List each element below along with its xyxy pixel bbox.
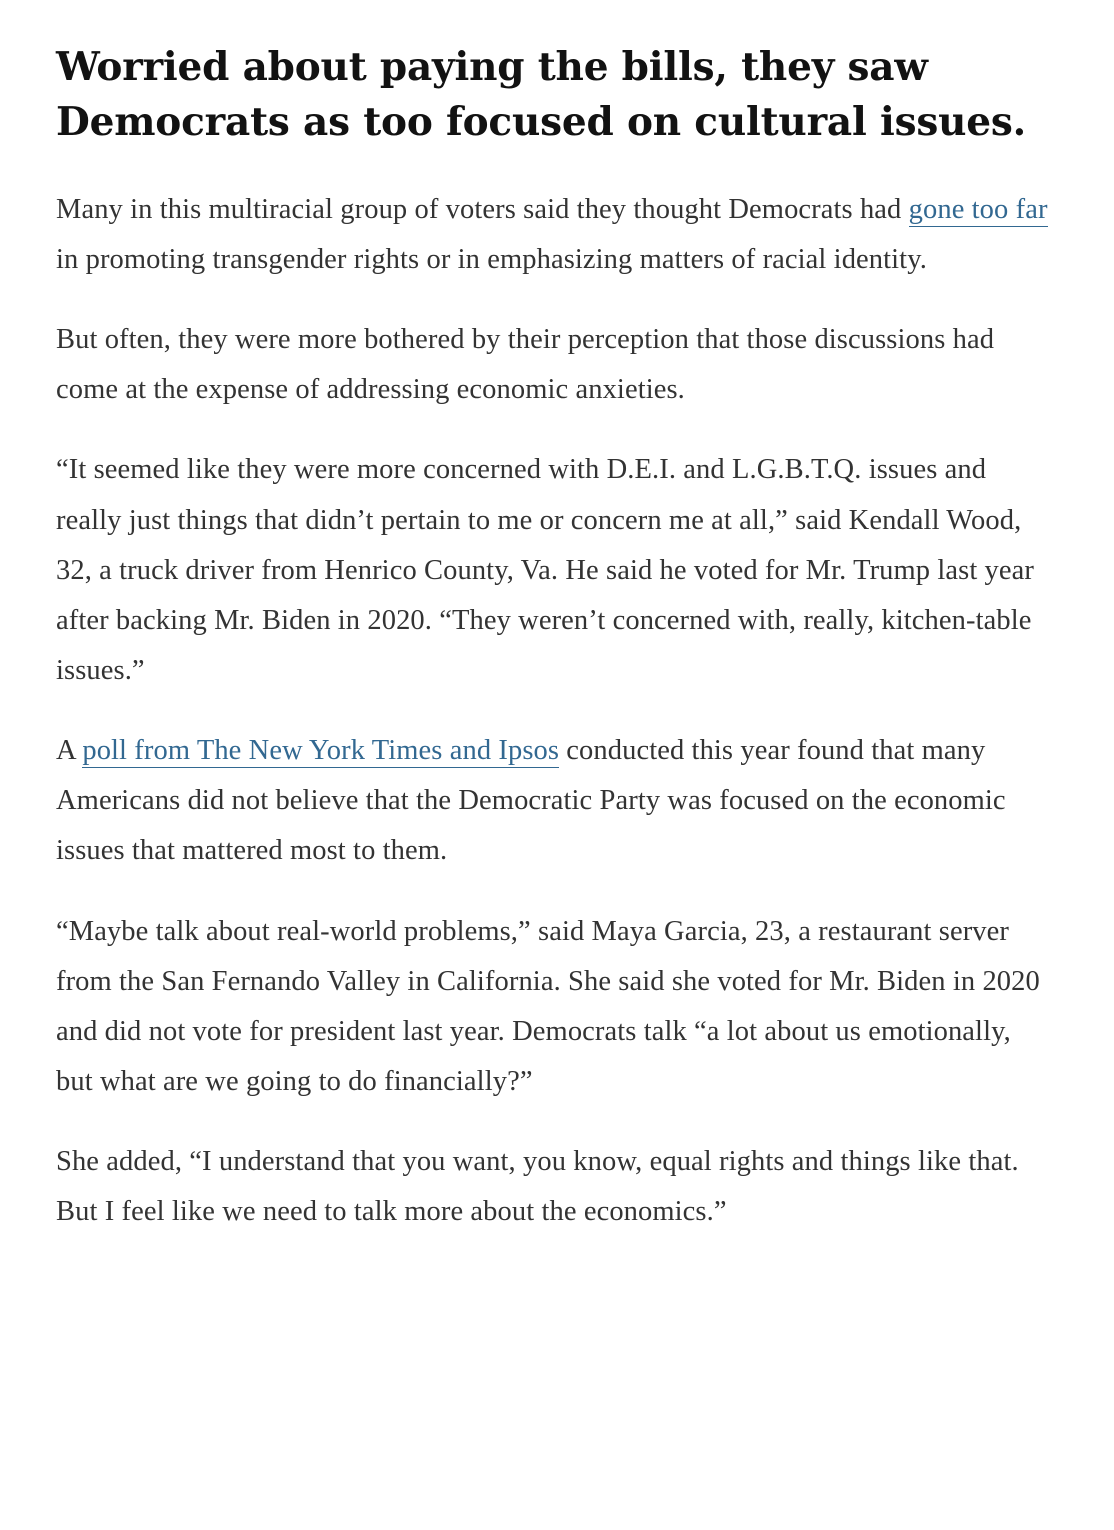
article-paragraph [56, 445, 1054, 696]
paragraph-text: But often, they were more bothered by their perception that those discussions had come at the expense of addressing economic anxieties. [56, 324, 995, 406]
paragraph-text: A [56, 735, 83, 767]
article-paragraph [56, 1137, 1054, 1237]
paragraph-text: She added, “I understand that you want, you know, equal rights and things like that. But I feel like we need to talk more about the economics.” [56, 1146, 1019, 1228]
paragraph-text: in promoting transgender rights or in emphasizing matters of racial identity. [56, 243, 927, 275]
paragraph-text: “It seemed like they were more concerned with D.E.I. and L.G.B.T.Q. issues and really just things that didn’t pertain to me or concern me at all,” said Kendall Wood, 32, a truck driver from Henrico County, Va. He said he voted for Mr. Trump last year after backing Mr. Biden in 2020. “They weren’t concerned with, really, kitchen-table issues.” [56, 454, 1034, 686]
inline-link[interactable]: gone too far [908, 193, 1048, 225]
paragraph-text: Many in this multiracial group of voters said they thought Democrats had [56, 193, 909, 225]
article-paragraphs [56, 185, 1054, 1238]
article-paragraph [56, 726, 1054, 876]
article-paragraph [56, 907, 1054, 1108]
inline-link[interactable]: poll from The New York Times and Ipsos [82, 735, 560, 767]
article-paragraph [56, 315, 1054, 415]
article-paragraph [56, 185, 1054, 285]
page-title: Worried about paying the bills, they saw Democrats as too focused on cultural issues. [56, 44, 1027, 146]
paragraph-text: “Maybe talk about real-world problems,” said Maya Garcia, 23, a restaurant server from the San Fernando Valley in California. She said she voted for Mr. Biden in 2020 and did not vote for president last year. Democrats talk “a lot about us emotionally, but what are we going to do financially?” [56, 915, 1040, 1098]
paragraph-text: conducted this year found that many Americans did not believe that the Democratic Party was focused on the economic issues that mattered most to them. [56, 735, 1006, 867]
